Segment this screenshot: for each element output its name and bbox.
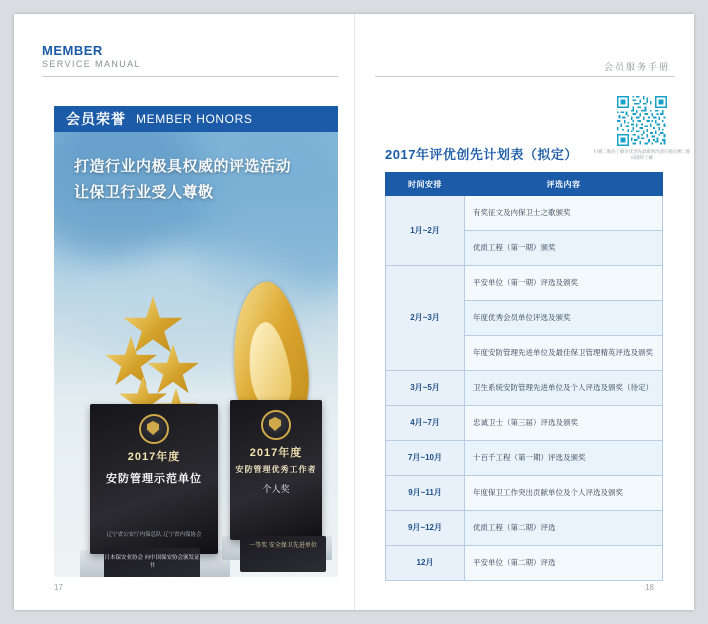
photo-caption-line-2: 让保卫行业受人尊敬 [74, 184, 214, 201]
page-number-right: 18 [645, 583, 654, 592]
cell-content: 年度保卫工作突出贡献单位及个人评选及颁奖 [465, 476, 663, 511]
cell-content: 有奖征文及内保卫士之歌颁奖 [465, 196, 663, 231]
cell-content: 十百千工程（第一期）评选及颁奖 [465, 441, 663, 476]
award-card-2: 一等奖 安全保卫先进单位 [240, 536, 326, 572]
cell-content: 平安单位（第一期）评选及颁奖 [465, 266, 663, 301]
table-row [386, 476, 663, 511]
table-row [386, 546, 663, 581]
column-header-time: 时间安排 [386, 173, 465, 196]
qr-code-block [593, 96, 691, 161]
cell-content: 年度安防管理先进单位及最佳保卫管理精英评选及颁奖 [465, 336, 663, 371]
plan-table [385, 172, 663, 581]
award-plaque-secondary [230, 400, 322, 540]
shield-icon [261, 410, 291, 440]
cell-content: 优质工程（第二期）评选 [465, 511, 663, 546]
award-plaque-primary [90, 404, 218, 554]
brand-logo [42, 44, 141, 70]
section-title-en: MEMBER HONORS [136, 112, 253, 126]
cell-time: 12月 [386, 546, 465, 581]
cell-content: 卫生系统安防管理先进单位及个人评选及颁奖（待定） [465, 371, 663, 406]
header-divider-left [42, 76, 338, 77]
cell-content: 优质工程（第一期）颁奖 [465, 231, 663, 266]
page-number-left: 17 [54, 583, 63, 592]
cell-time: 9月~12月 [386, 511, 465, 546]
cell-content: 忠诚卫士（第三届）评选及颁奖 [465, 406, 663, 441]
cell-time: 1月~2月 [386, 196, 465, 266]
left-page [14, 14, 354, 610]
section-title-bar [54, 106, 338, 132]
cell-time: 3月~5月 [386, 371, 465, 406]
plaque-year: 2017年度 [127, 451, 181, 463]
header-divider-right [375, 76, 675, 77]
plaque-subtitle-2: 个人奖 [262, 484, 290, 494]
star-icon [146, 344, 200, 398]
table-row [386, 511, 663, 546]
table-header-row [386, 173, 663, 196]
column-header-content: 评选内容 [465, 173, 663, 196]
right-page [354, 14, 694, 610]
brand-line-1: MEMBER [42, 43, 103, 58]
cell-time: 2月~3月 [386, 266, 465, 371]
table-row [386, 371, 663, 406]
award-card-1: 日本保安业协会 向中国保安协会颁发证书 [104, 548, 200, 577]
plan-table-title: 2017年评优创先计划表（拟定） [385, 147, 578, 162]
plaque-issuer: 辽宁省公安厅内保总队 辽宁省内保协会 [106, 532, 202, 538]
running-header-right: 会员服务手册 [603, 62, 670, 72]
trophy-photo [54, 132, 338, 577]
plaque-title: 安防管理示范单位 [106, 473, 202, 485]
table-row [386, 266, 663, 301]
cell-time: 9月~11月 [386, 476, 465, 511]
photo-caption-line-1: 打造行业内极具权威的评选活动 [74, 158, 292, 175]
brand-line-2: SERVICE MANUAL [42, 59, 141, 69]
qr-code-icon [617, 96, 667, 146]
plaque-title-2: 安防管理优秀工作者 [235, 465, 317, 474]
magazine-spread [14, 14, 694, 610]
table-row [386, 196, 663, 231]
cell-content: 平安单位（第二期）评选 [465, 546, 663, 581]
cell-content: 年度优秀会员单位评选及颁奖 [465, 301, 663, 336]
cell-time: 7月~10月 [386, 441, 465, 476]
plaque-year-2: 2017年度 [249, 447, 303, 459]
photo-caption [74, 154, 324, 206]
shield-icon [139, 414, 169, 444]
cell-time: 4月~7月 [386, 406, 465, 441]
section-title-cn: 会员荣誉 [66, 111, 126, 127]
table-row [386, 441, 663, 476]
qr-caption: 扫描二维码了解评优创先最新情况请扫描右侧二维码随时了解 [593, 149, 691, 160]
table-row [386, 406, 663, 441]
